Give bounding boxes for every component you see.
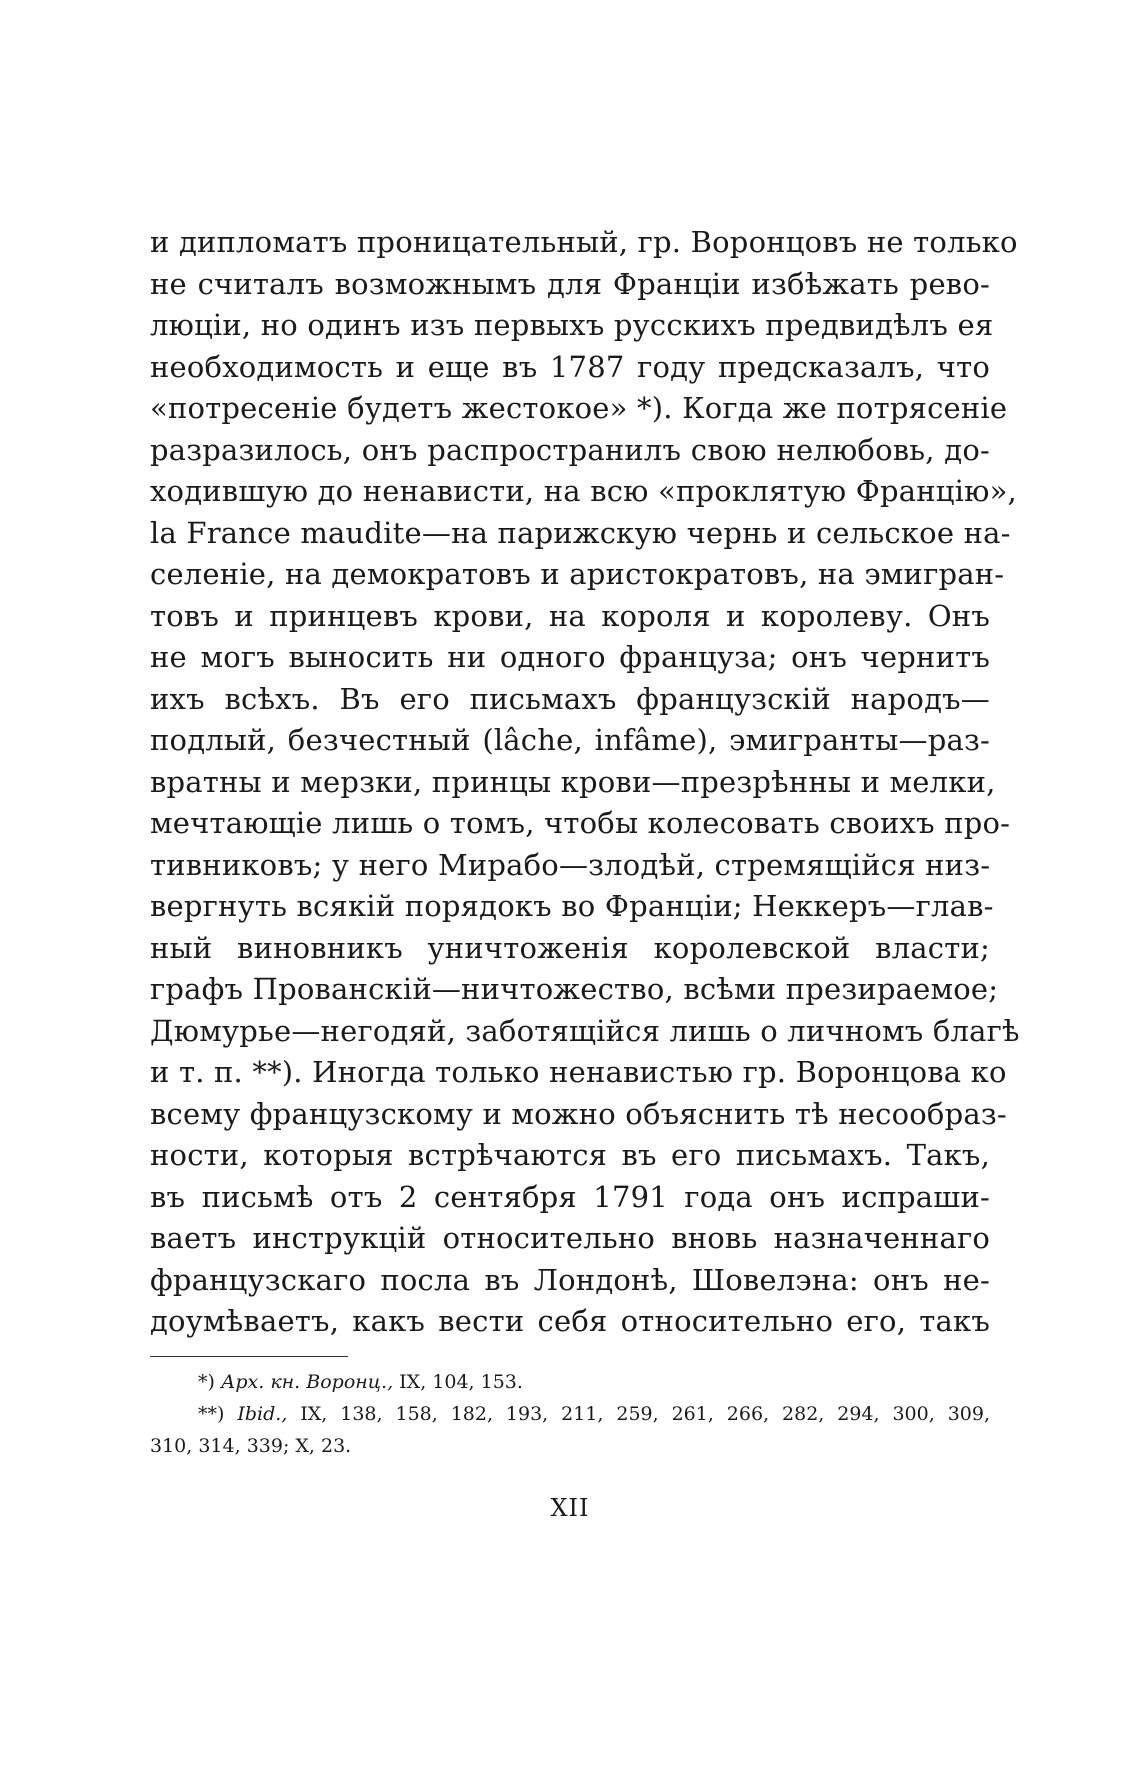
footnote-2	[150, 1398, 990, 1430]
text-line: ихъ всѣхъ. Въ его письмахъ французскій народъ—	[150, 681, 990, 716]
text-line: товъ и принцевъ крови, на короля и королеву. Онъ	[150, 598, 990, 633]
text-line: мечтающіе лишь о томъ, чтобы колесовать своихъ про-	[150, 806, 1011, 840]
footnotes	[150, 1366, 990, 1462]
footnote-1-source: Арх. кн. Воронц.,	[220, 1371, 394, 1393]
footnote-1-text: IX, 104, 153.	[399, 1371, 523, 1393]
text-line: вратны и мерзки, принцы крови—презрѣнны и мелки,	[150, 764, 996, 799]
footnote-2-continuation: 310, 314, 339; X, 23.	[150, 1435, 352, 1457]
footnote-1	[150, 1366, 990, 1398]
text-line: и дипломатъ проницательный, гр. Воронцовъ не только	[150, 225, 1018, 259]
text-line: французскаго посла въ Лондонѣ, Шовелэна: онъ не-	[150, 1262, 990, 1297]
text-line: тивниковъ; у него Мирабо—злодѣй, стремящійся низ-	[150, 847, 991, 882]
text-line: Дюмурье—негодяй, заботящійся лишь о личномъ благѣ	[150, 1013, 1020, 1048]
text-line: селеніе, на демократовъ и аристократовъ, на эмигран-	[150, 557, 1005, 591]
text-line: и т. п. **). Иногда только ненавистью гр. Воронцова ко	[150, 1055, 1007, 1089]
text-line: ваетъ инструкцій относительно вновь назначеннаго	[150, 1221, 990, 1255]
text-line: необходимость и еще въ 1787 году предсказалъ, что	[150, 349, 990, 384]
text-line: ный виновникъ уничтоженія королевской власти;	[150, 930, 990, 965]
footnote-2-source: Ibid.,	[237, 1403, 288, 1425]
text-line: не могъ выносить ни одного француза; онъ чернитъ	[150, 640, 990, 674]
text-line: ности, которыя встрѣчаются въ его письмахъ. Такъ,	[150, 1138, 990, 1172]
footnote-1-marker: *)	[198, 1371, 215, 1393]
text-line: «потресеніе будетъ жестокое» *). Когда же потрясеніе	[150, 391, 1008, 425]
text-line: ходившую до ненависти, на всю «проклятую Францію»,	[150, 474, 1017, 508]
main-text	[150, 222, 1020, 1343]
text-line: въ письмѣ отъ 2 сентября 1791 года онъ испраши-	[150, 1179, 990, 1214]
text-line: люціи, но одинъ изъ первыхъ русскихъ предвидѣлъ ея	[150, 308, 994, 342]
footnote-2-text: IX, 138, 158, 182, 193, 211, 259, 261, 266, 282, 294, 300, 309,	[300, 1403, 990, 1425]
page-number: XII	[550, 1494, 590, 1522]
text-line: графъ Прованскій—ничтожество, всѣми презираемое;	[150, 972, 999, 1006]
footnote-2-marker: **)	[198, 1403, 225, 1425]
text-line: разразилось, онъ распространилъ свою нелюбовь, до-	[150, 432, 990, 467]
footnote-divider	[150, 1356, 348, 1357]
text-line: доумѣваетъ, какъ вести себя относительно его, такъ	[150, 1304, 990, 1338]
text-line: не считалъ возможнымъ для Франціи избѣжать рево-	[150, 266, 990, 301]
text-line: подлый, безчестный (lâche, infâme), эмигранты—раз-	[150, 723, 990, 757]
text-line: вергнуть всякій порядокъ во Франціи; Неккеръ—глав-	[150, 889, 994, 923]
text-line: la France maudite—на парижскую чернь и сельское на-	[150, 515, 1011, 550]
text-line: всему французскому и можно объяснить тѣ несообраз-	[150, 1096, 1007, 1131]
